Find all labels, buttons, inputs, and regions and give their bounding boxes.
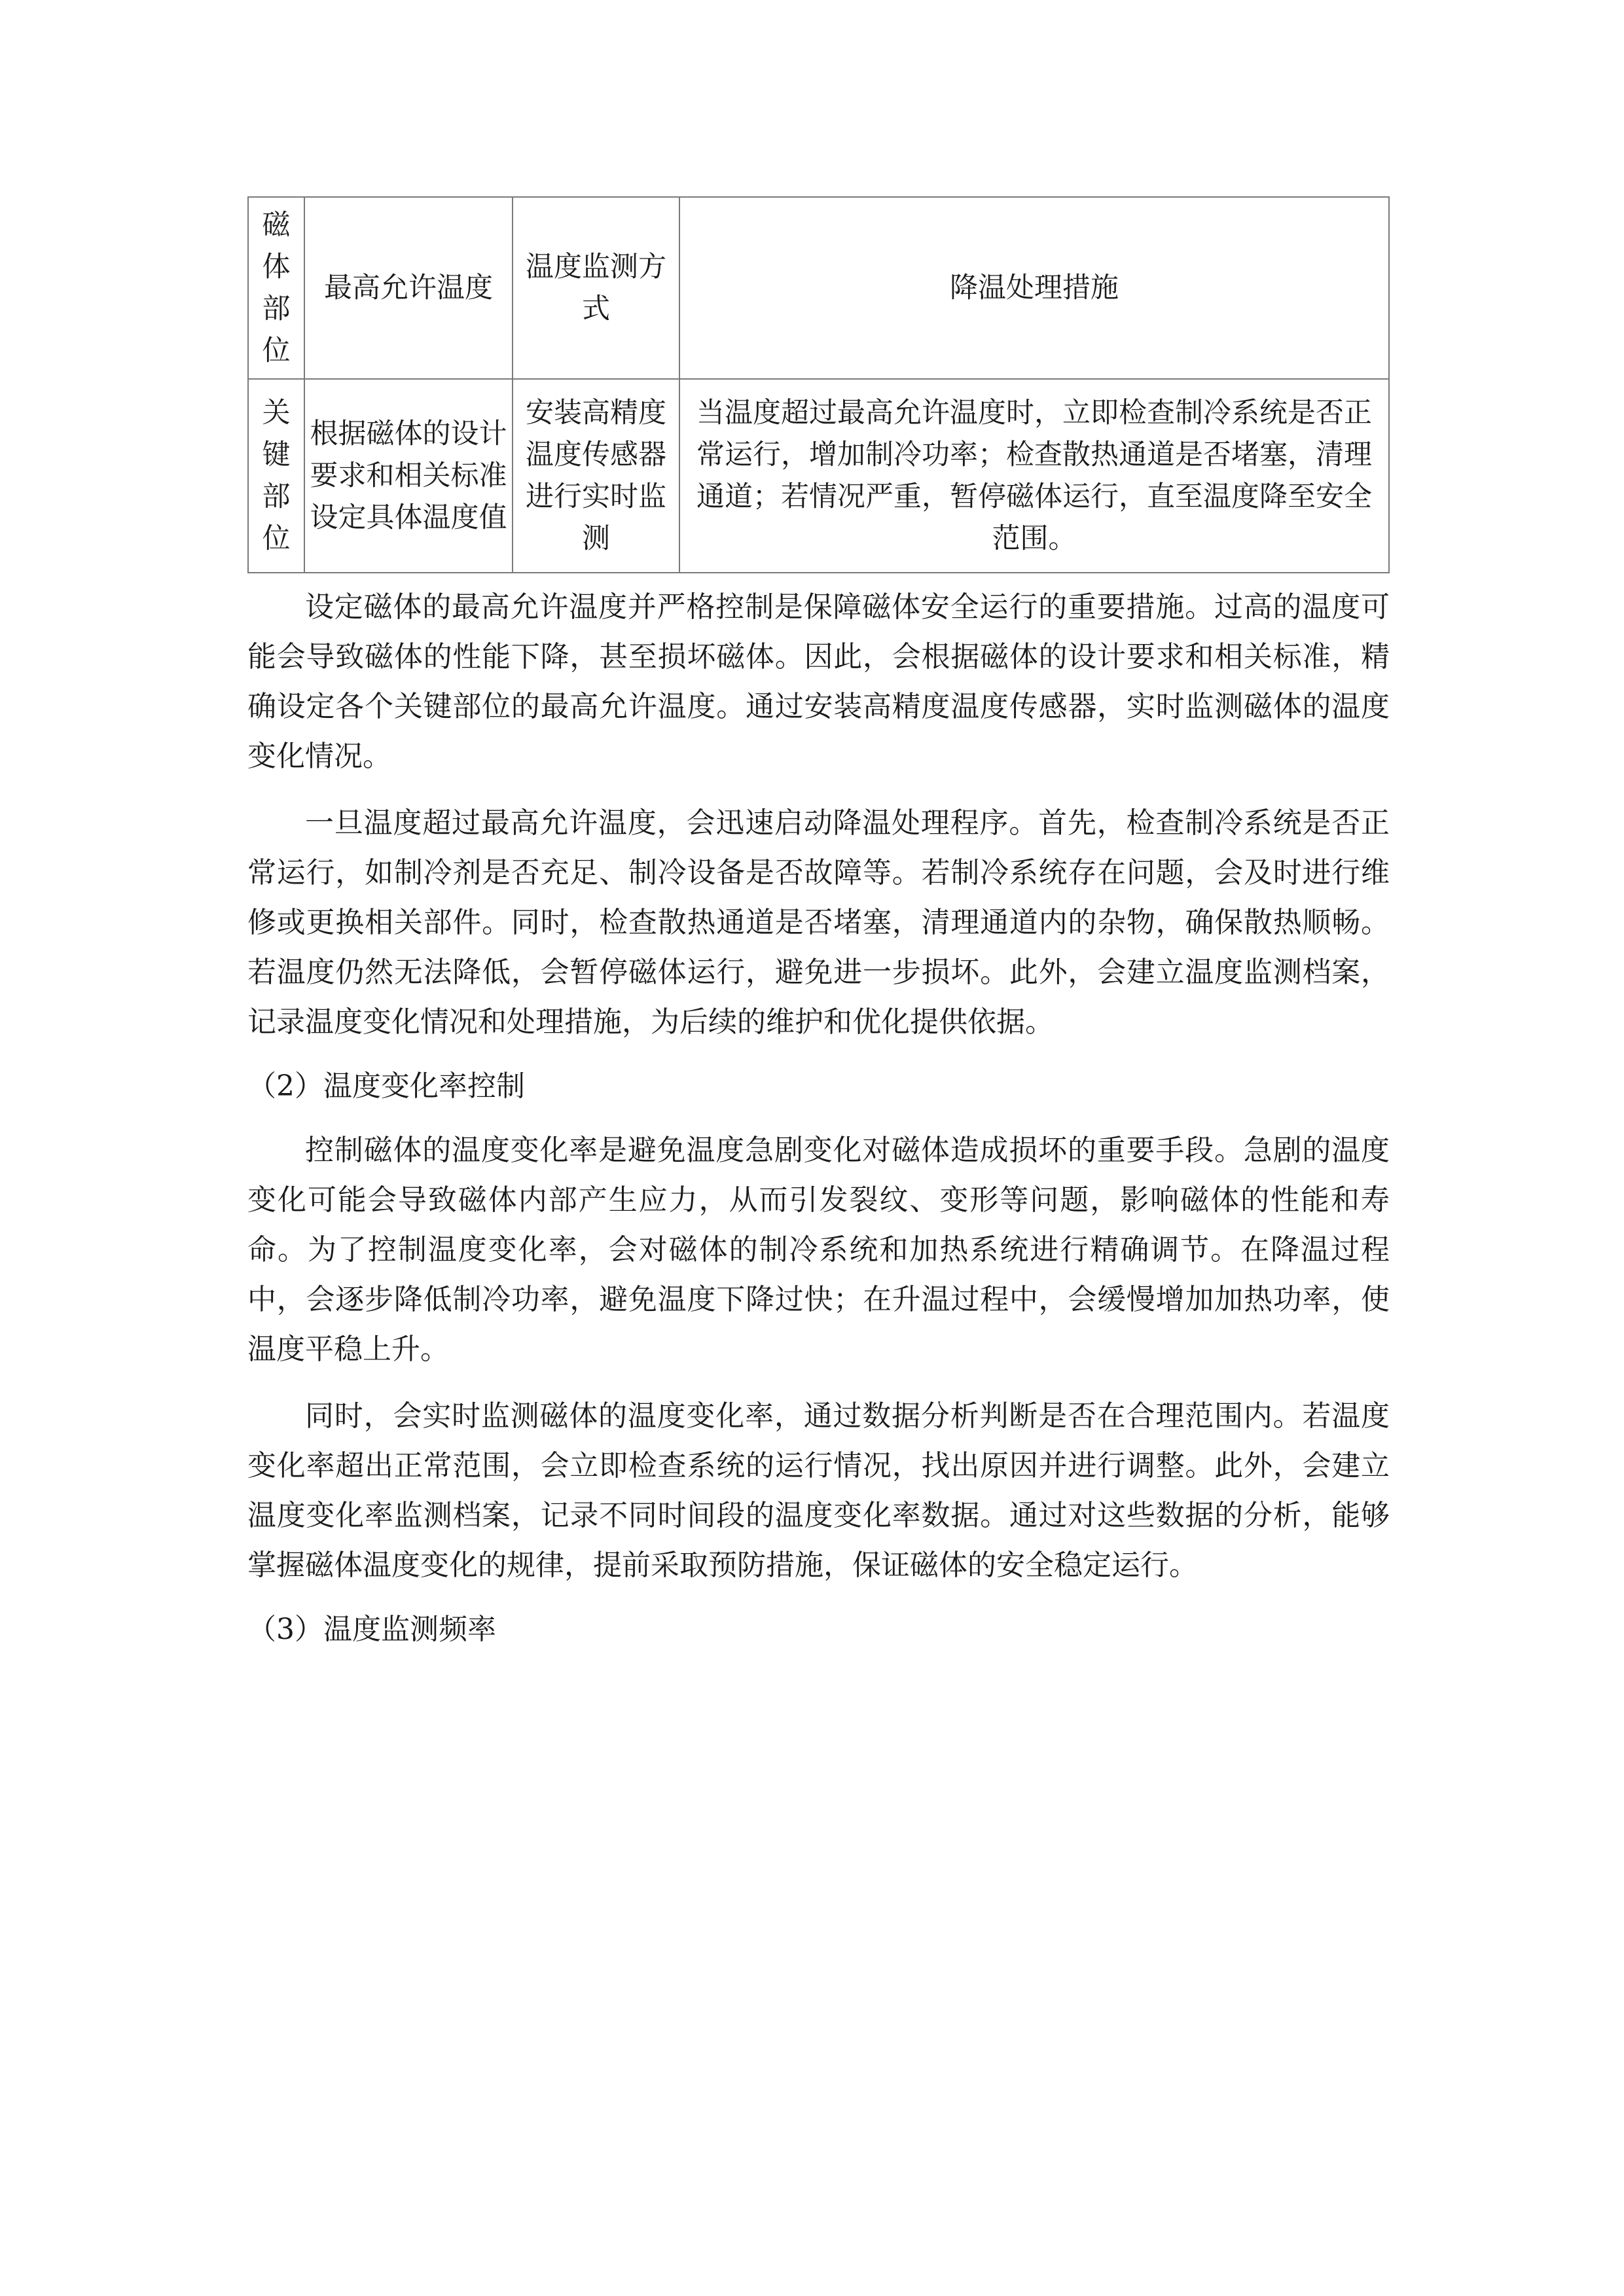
document-page (247, 196, 1390, 1669)
table-header-row (248, 197, 1389, 379)
paragraph-rate-monitoring: 同时，会实时监测磁体的温度变化率，通过数据分析判断是否在合理范围内。若温度变化率超出正常范围，会立即检查系统的运行情况，找出原因并进行调整。此外，会建立温度变化率监测档案，记录不同时间段的温度变化率数据。通过对这些数据的分析，能够掌握磁体温度变化的规律，提前采取预防措施，保证磁体的安全稳定运行。 (247, 1399, 1390, 1582)
row-max-temp-cell (304, 379, 513, 573)
paragraph-rate-control: 控制磁体的温度变化率是避免温度急剧变化对磁体造成损坏的重要手段。急剧的温度变化可能会导致磁体内部产生应力，从而引发裂纹、变形等问题，影响磁体的性能和寿命。为了控制温度变化率，会对磁体的制冷系统和加热系统进行精确调节。在降温过程中，会逐步降低制冷功率，避免温度下降过快；在升温过程中，会缓慢增加加热功率，使温度平稳上升。 (247, 1134, 1390, 1366)
row-monitoring-cell (513, 379, 679, 573)
row-monitoring: 安装高精度温度传感器进行实时监测 (526, 397, 666, 555)
section-heading-rate-control: （2）温度变化率控制 (247, 1069, 525, 1103)
header-monitoring-cell (513, 197, 679, 379)
header-max-temp-cell (304, 197, 513, 379)
paragraph-cooling-procedure: 一旦温度超过最高允许温度，会迅速启动降温处理程序。首先，检查制冷系统是否正常运行，如制冷剂是否充足、制冷设备是否故障等。若制冷系统存在问题，会及时进行维修或更换相关部件。同时，检查散热通道是否堵塞，清理通道内的杂物，确保散热顺畅。若温度仍然无法降低，会暂停磁体运行，避免进一步损坏。此外，会建立温度监测档案，记录温度变化情况和处理措施，为后续的维护和优化提供依据。 (247, 806, 1390, 1039)
header-cooling-cell (679, 197, 1389, 379)
row-cooling: 当温度超过最高允许温度时，立即检查制冷系统是否正常运行，增加制冷功率；检查散热通道是否堵塞，清理通道；若情况严重，暂停磁体运行，直至温度降至安全范围。 (696, 397, 1372, 555)
table-row (248, 379, 1389, 573)
row-max-temp: 根据磁体的设计要求和相关标准设定具体温度值 (310, 418, 507, 534)
section-heading-monitoring-frequency: （3）温度监测频率 (247, 1613, 496, 1646)
header-monitoring: 温度监测方式 (526, 251, 666, 325)
row-cooling-cell (679, 379, 1389, 573)
header-part: 磁体部位 (262, 209, 291, 367)
row-part: 关键部位 (262, 397, 291, 555)
header-cooling: 降温处理措施 (950, 272, 1119, 304)
temperature-control-table (247, 196, 1390, 573)
header-max-temp: 最高允许温度 (324, 272, 493, 304)
header-part-cell (248, 197, 304, 379)
body-text (247, 583, 1390, 1655)
row-part-cell (248, 379, 304, 573)
paragraph-max-temperature: 设定磁体的最高允许温度并严格控制是保障磁体安全运行的重要措施。过高的温度可能会导致磁体的性能下降，甚至损坏磁体。因此，会根据磁体的设计要求和相关标准，精确设定各个关键部位的最高允许温度。通过安装高精度温度传感器，实时监测磁体的温度变化情况。 (247, 590, 1390, 773)
